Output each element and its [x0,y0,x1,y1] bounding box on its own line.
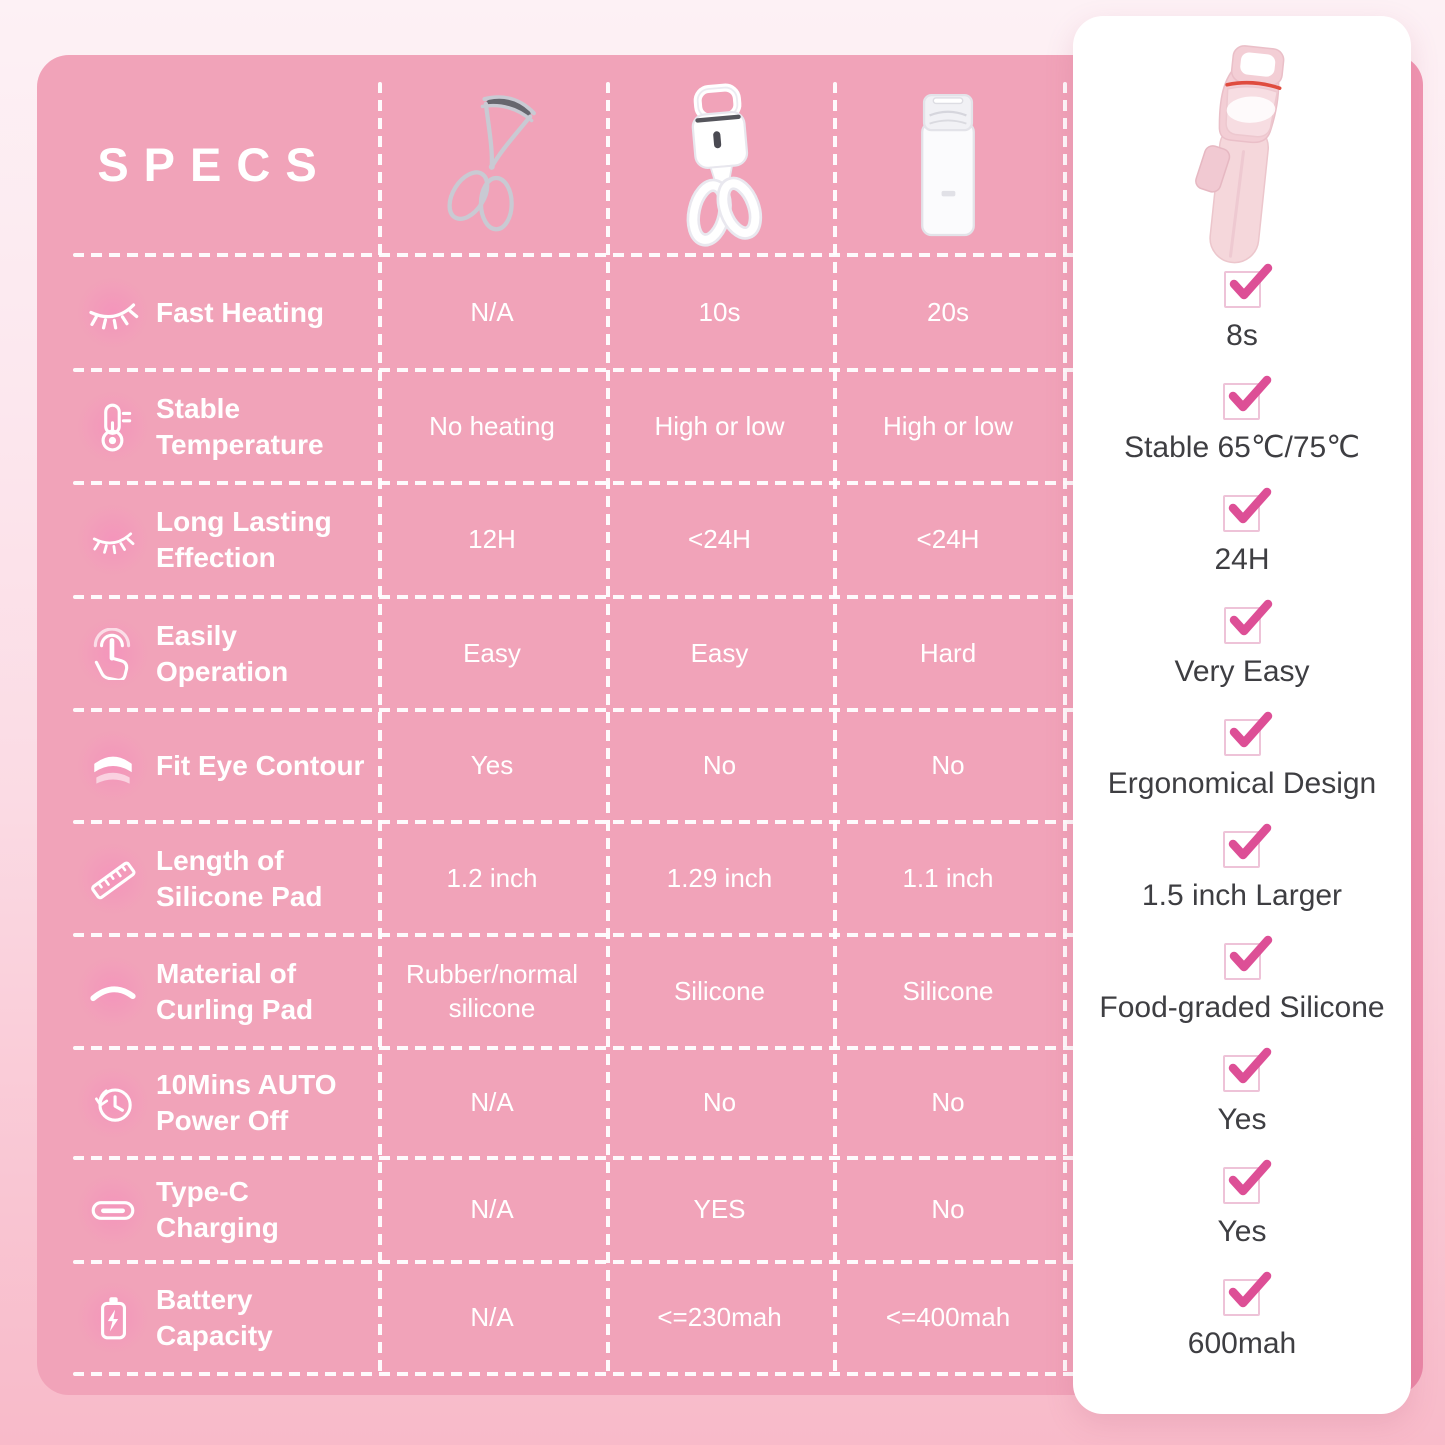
feature-label: Fast Heating [156,296,325,328]
spec-value: High or low [882,410,1014,441]
feature-label-cell [37,483,378,597]
grid-line-horizontal [73,1260,1077,1264]
check-item-fast-heating [1224,271,1261,383]
feature-label: Length of Silicone Pad [156,844,323,912]
feature-label-cell [37,710,378,822]
spec-value: No [931,750,965,781]
spec-value: Rubber/normal silicone [406,958,578,1023]
spec-value: 20s [927,296,969,327]
grid-line-horizontal [73,253,1077,257]
curling-pad-icon [85,964,141,1020]
check-item-long-lasting [1214,495,1269,607]
feature-label-cell [37,822,378,935]
spec-row-easily-operation [37,597,1063,710]
spec-value: Silicone [673,975,766,1006]
eye-pad-icon [85,738,141,794]
checkbox-checked-icon [1223,1167,1260,1204]
checkbox-checked-icon [1223,383,1260,420]
feature-label: Easily Operation [156,619,289,687]
comparison-table [37,55,1105,1395]
checkbox-checked-icon [1223,1055,1260,1092]
spec-value: <24H [688,524,751,555]
grid-line-vertical [833,82,837,1374]
thermometer-icon [85,399,141,455]
check-label: Very Easy [1174,655,1310,688]
feature-label: Material of Curling Pad [156,957,314,1025]
ruler-icon [85,851,141,907]
spec-value: N/A [470,296,514,327]
grid-line-horizontal [73,481,1077,485]
grid-line-vertical [1063,82,1067,1374]
handheld-heated-curler-image [606,71,833,261]
feature-check-list [1073,271,1411,1391]
check-item-auto-power-off [1218,1055,1267,1167]
tap-finger-icon [85,626,141,682]
battery-bolt-icon [85,1290,141,1346]
grid-line-horizontal [73,595,1077,599]
check-item-material-pad [1099,943,1384,1055]
spec-row-long-lasting [37,483,1063,597]
check-item-type-c [1218,1167,1267,1279]
check-label: Food-graded Silicone [1099,991,1385,1024]
feature-label: Type-C Charging [156,1176,279,1243]
spec-value: 1.2 inch [446,862,538,893]
spec-row-stable-temperature [37,370,1063,483]
feature-label-cell [37,1048,378,1158]
page-title: SPECS [97,138,332,191]
check-label: Yes [1217,1103,1267,1136]
eyelash-icon [85,512,141,568]
checkbox-checked-icon [1223,831,1260,868]
check-label: 600mah [1187,1327,1297,1360]
spec-value: Silicone [902,975,994,1006]
spec-value: Easy [463,637,521,668]
portable-heated-curler-image [833,71,1063,261]
feature-label: 10Mins AUTO Power Off [156,1069,337,1136]
spec-value: No [702,750,737,781]
grid-line-vertical [606,82,610,1374]
spec-value: 1.29 inch [666,862,773,893]
feature-label: Long Lasting Effection [156,506,332,573]
spec-value: No heating [429,410,555,441]
feature-label-cell [37,1262,378,1374]
check-label: 8s [1226,319,1258,352]
spec-row-fit-eye-contour [37,710,1063,822]
grid-line-horizontal [73,1156,1077,1160]
spec-value: Yes [470,750,514,781]
check-label: 24H [1214,543,1270,576]
spec-value: No [702,1087,737,1118]
check-label: Ergonomical Design [1107,767,1377,800]
spec-value: <24H [916,524,980,555]
feature-label: Fit Eye Contour [156,750,365,782]
feature-label-cell [37,597,378,710]
checkbox-checked-icon [1224,607,1261,644]
checkbox-checked-icon [1224,943,1261,980]
timer-clock-icon [85,1075,141,1131]
grid-line-horizontal [73,820,1077,824]
highlight-card [1073,16,1411,1414]
spec-row-type-c-charging [37,1158,1063,1262]
spec-value: N/A [470,1087,514,1118]
our-pink-heated-curler-image [1073,16,1411,271]
check-item-length-pad [1142,831,1342,943]
spec-value: Easy [690,637,749,668]
feature-label-cell [37,935,378,1048]
spec-value: N/A [470,1194,514,1225]
spec-row-auto-power-off [37,1048,1063,1158]
spec-value: <=400mah [885,1302,1011,1333]
check-item-stable-temperature [1124,383,1360,495]
feature-label: Battery Capacity [156,1284,273,1351]
grid-line-horizontal [73,708,1077,712]
check-label: 1.5 inch Larger [1141,879,1343,912]
grid-line-horizontal [73,933,1077,937]
spec-value: N/A [470,1302,514,1333]
usb-c-icon [85,1182,141,1238]
check-item-fit-eye-contour [1108,719,1376,831]
check-label: Yes [1217,1215,1267,1248]
grid-line-horizontal [73,1046,1077,1050]
spec-row-length-silicone-pad [37,822,1063,935]
check-item-easily-operation [1174,607,1309,719]
checkbox-checked-icon [1224,719,1261,756]
grid-line-horizontal [73,368,1077,372]
eyelash-icon [85,285,141,341]
check-label: Stable 65℃/75℃ [1124,431,1360,464]
manual-eyelash-curler-image [378,71,606,261]
feature-label-cell [37,1158,378,1262]
spec-value: 10s [698,296,741,327]
spec-value: High or low [654,410,785,441]
spec-value: <=230mah [657,1302,782,1333]
spec-row-material-curling-pad [37,935,1063,1048]
spec-value: Hard [919,637,977,668]
checkbox-checked-icon [1223,1279,1260,1316]
spec-value: 1.1 inch [902,862,994,893]
checkbox-checked-icon [1224,271,1261,308]
spec-value: YES [693,1194,746,1225]
grid-line-vertical [378,82,382,1374]
spec-row-fast-heating [37,255,1063,370]
checkbox-checked-icon [1223,495,1260,532]
spec-value: 12H [468,524,516,555]
spec-row-battery-capacity [37,1262,1063,1374]
grid-line-horizontal [73,1372,1077,1376]
spec-value: No [931,1087,965,1118]
feature-label: Stable Temperature [156,392,324,460]
feature-label-cell [37,370,378,483]
check-item-battery [1188,1279,1296,1391]
feature-label-cell [37,255,378,370]
spec-value: No [931,1194,965,1225]
